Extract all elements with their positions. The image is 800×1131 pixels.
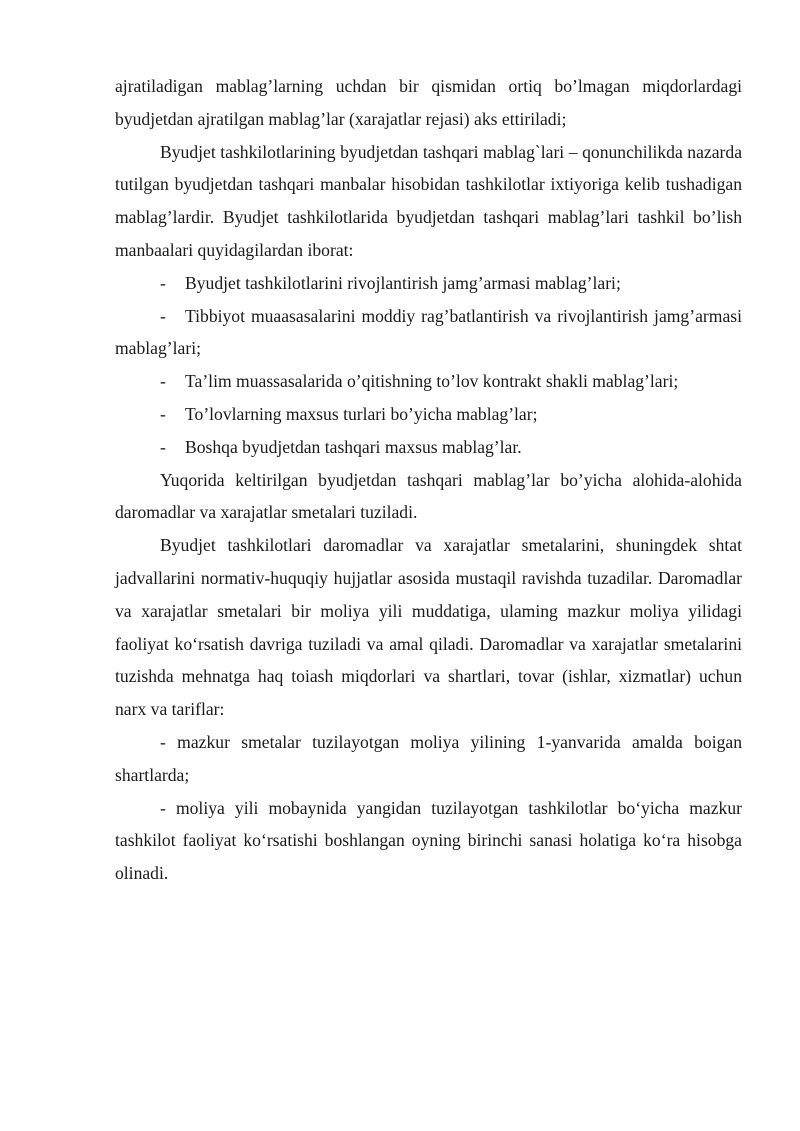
document-page	[115, 70, 742, 890]
list-dash: -	[160, 305, 166, 326]
list-item-text: Ta’lim muassasalarida o’qitishning to’lov kontrakt shakli mablag’lari;	[185, 371, 679, 392]
list-dash: -	[160, 272, 166, 293]
list-item-special-payments	[115, 398, 742, 431]
list-dash: -	[160, 436, 166, 457]
list-item-development-fund	[115, 267, 742, 300]
list-item-text: Boshqa byudjetdan tashqari maxsus mablag’lar.	[185, 436, 522, 457]
list-item-education-contract	[115, 365, 742, 398]
list-item-text: To’lovlarning maxsus turlari bo’yicha mablag’lar;	[185, 403, 538, 424]
list-item-other-funds	[115, 431, 742, 464]
list-dash: -	[160, 403, 166, 424]
paragraph-condition-new-organizations: - moliya yili mobaynida yangidan tuzilayotgan tashkilotlar bo‘yicha mazkur tashkilot faoliyat ko‘rsatishi boshlangan oyning birinchi sanasi holatiga ko‘ra hisobga olinadi.	[115, 797, 742, 884]
list-item-text: Byudjet tashkilotlarini rivojlantirish jamg’armasi mablag’lari;	[185, 272, 621, 293]
paragraph-separate-estimates: Yuqorida keltirilgan byudjetdan tashqari mablag’lar bo’yicha alohida-alohida daromadlar va xarajatlar smetalari tuziladi.	[115, 469, 742, 523]
list-dash: -	[160, 371, 166, 392]
paragraph-condition-january: - mazkur smetalar tuzilayotgan moliya yilining 1-yanvarida amalda boigan shartlarda;	[115, 731, 742, 785]
paragraph-extrabudgetary-definition: Byudjet tashkilotlarining byudjetdan tashqari mablag`lari – qonunchilikda nazarda tutilgan byudjetdan tashqari manbalar hisobidan tashkilotlar ixtiyoriga kelib tushadigan mablag’lardir. Byudjet tashkilotlarida byudjetdan tashqari mablag’lari tashkil bo’lish manbaalari quyidagilardan iborat:	[115, 141, 742, 260]
paragraph-estimates-compilation: Byudjet tashkilotlari daromadlar va xarajatlar smetalarini, shuningdek shtat jadvallarini normativ-huquqiy hujjatlar asosida mustaqil ravishda tuzadilar. Daromadlar va xarajatlar smetalari bir moliya yili muddatiga, ulaming mazkur moliya yilidagi faoliyat ko‘rsatish davriga tuziladi va amal qiladi. Daromadlar va xarajatlar smetalarini tuzishda mehnatga haq toiash miqdorlari va shartlari, tovar (ishlar, xizmatlar) uchun narx va tariflar:	[115, 535, 742, 720]
list-item-medical-fund	[115, 300, 742, 366]
paragraph-budget-allocations: ajratiladigan mablag’larning uchdan bir qismidan ortiq bo’lmagan miqdorlardagi byudjetdan ajratilgan mablag’lar (xarajatlar rejasi) aks ettiriladi;	[115, 76, 742, 129]
list-item-text: Tibbiyot muaasasalarini moddiy rag’batlantirish va rivojlantirish jamg’armasi mablag’lari;	[115, 305, 742, 359]
